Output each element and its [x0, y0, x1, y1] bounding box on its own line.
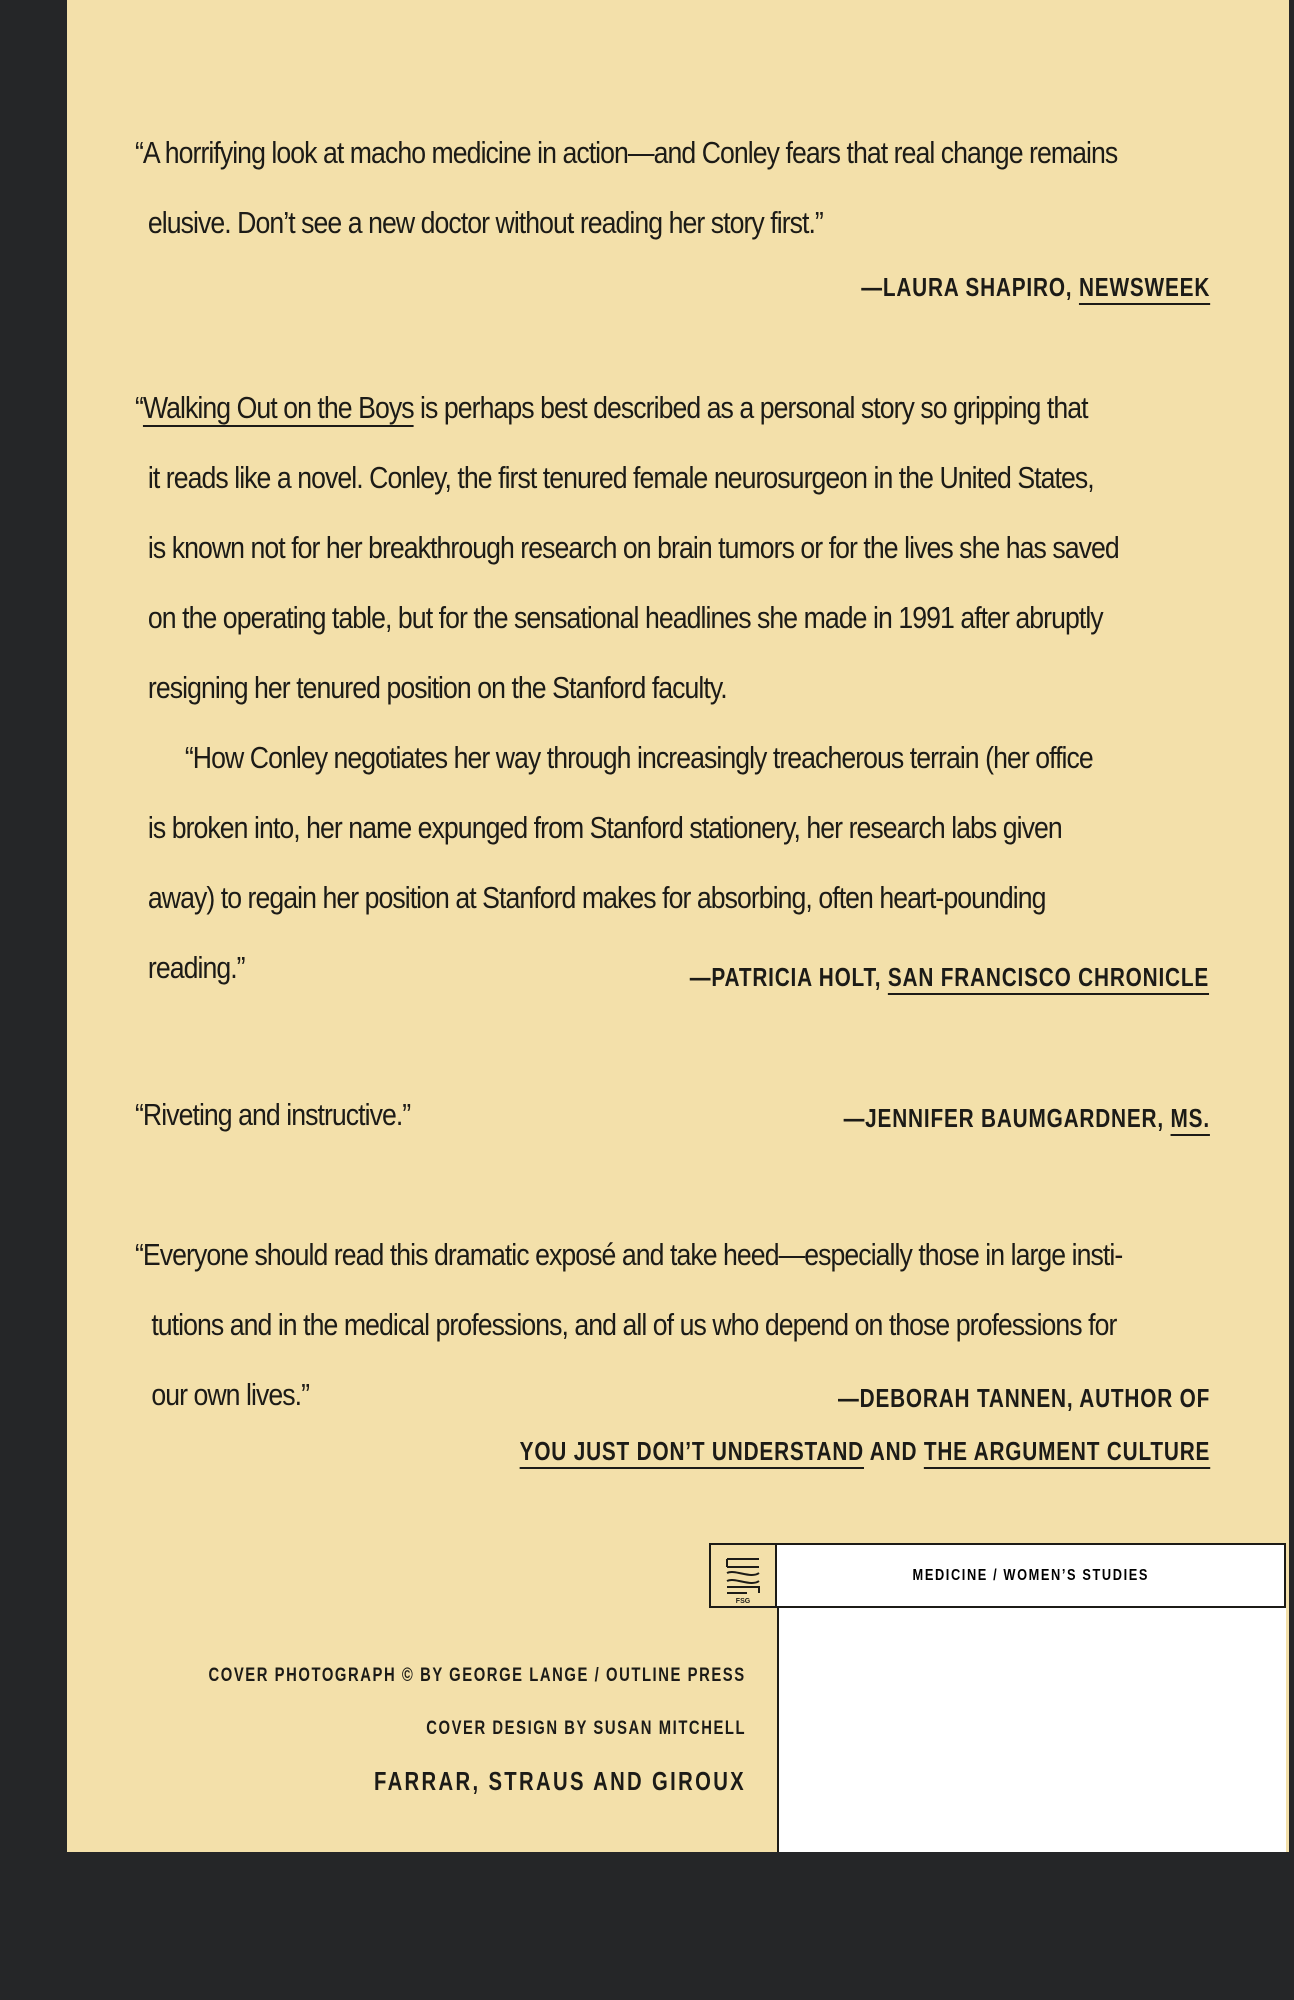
credits — [67, 1665, 746, 1805]
category-label: MEDICINE / WOMEN’S STUDIES — [912, 1566, 1149, 1584]
attribution-chronicle — [690, 962, 1209, 993]
attribution-source: NEWSWEEK — [1078, 272, 1210, 302]
quote-line: “Riveting and instructive.” — [135, 1097, 411, 1132]
quote-line: “How Conley negotiates her way through increasingly treacherous terrain (her office — [184, 740, 1093, 775]
quote-line: reading.” — [147, 950, 245, 985]
design-credit: COVER DESIGN BY SUSAN MITCHELL — [426, 1718, 746, 1739]
quote-line: tutions and in the medical professions, and all of us who depend on those professions for — [151, 1307, 1117, 1342]
book-title: THE ARGUMENT CULTURE — [923, 1436, 1210, 1466]
photo-credit: COVER PHOTOGRAPH © BY GEORGE LANGE / OUTLINE PRESS — [208, 1665, 746, 1686]
attribution-name: —PATRICIA HOLT, — [689, 962, 888, 992]
attribution-name: —DEBORAH TANNEN, AUTHOR OF — [837, 1383, 1210, 1413]
quote-line: elusive. Don’t see a new doctor without reading her story first.” — [147, 205, 823, 240]
category-label-box — [777, 1543, 1286, 1608]
quote-line: our own lives.” — [151, 1377, 310, 1412]
attribution-name: —JENNIFER BAUMGARDNER, — [843, 1103, 1171, 1133]
attribution-newsweek — [861, 272, 1210, 303]
publisher-logo — [709, 1543, 777, 1608]
barcode-area — [777, 1608, 1286, 1852]
book-title: Walking Out on the Boys — [142, 390, 414, 425]
quote-line: “Walking Out on the Boys is perhaps best described as a personal story so gripping that — [135, 390, 1088, 425]
svg-text:FSG: FSG — [735, 1598, 751, 1605]
quote-line: is broken into, her name expunged from Stanford stationery, her research labs given — [147, 810, 1062, 845]
quote-line: it reads like a novel. Conley, the first tenured female neurosurgeon in the United States, — [147, 460, 1094, 495]
fsg-logo-icon — [711, 1545, 775, 1606]
attribution-source: SAN FRANCISCO CHRONICLE — [887, 962, 1209, 992]
quote-line: “Everyone should read this dramatic exposé and take heed—especially those in large insti- — [135, 1237, 1123, 1272]
quote-line: is known not for her breakthrough research on brain tumors or for the lives she has saved — [147, 530, 1119, 565]
quote-line: away) to regain her position at Stanford makes for absorbing, often heart-pounding — [147, 880, 1046, 915]
quote-line: on the operating table, but for the sensational headlines she made in 1991 after abruptly — [147, 600, 1103, 635]
quote-line: “A horrifying look at macho medicine in action—and Conley fears that real change remains — [135, 135, 1118, 170]
attribution-ms — [844, 1103, 1210, 1134]
attribution-source: MS. — [1170, 1103, 1210, 1133]
publisher-name: FARRAR, STRAUS AND GIROUX — [373, 1766, 746, 1796]
attribution-tannen — [838, 1383, 1210, 1414]
attribution-name: —LAURA SHAPIRO, — [861, 272, 1079, 302]
book-title: YOU JUST DON’T UNDERSTAND — [519, 1436, 864, 1466]
conjunction: AND — [863, 1436, 924, 1466]
attribution-tannen-books — [519, 1436, 1210, 1467]
quote-line: resigning her tenured position on the Stanford faculty. — [147, 670, 727, 705]
category-area — [709, 1543, 1286, 1852]
